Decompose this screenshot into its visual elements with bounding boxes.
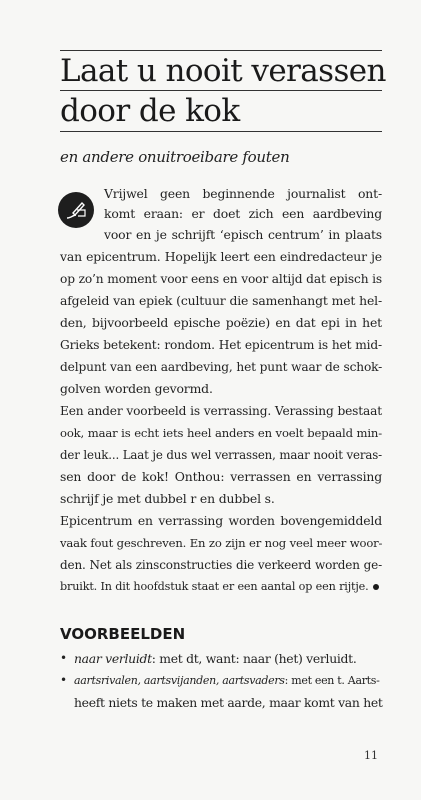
body-line: van epicentrum. Hopelijk leert een eindredacteur je (60, 249, 382, 264)
body-line-final-text: bruikt. In dit hoofdstuk staat er een aantal op een rijtje. (60, 580, 369, 593)
body-line: golven worden gevormd. (60, 381, 213, 396)
body-line: Grieks betekent: rondom. Het epicentrum is het mid- (60, 338, 382, 352)
body-line: op zo’n moment voor eens en voor altijd dat episch is (60, 272, 382, 286)
body-line-final (60, 578, 382, 596)
example-continuation: heeft niets te maken met aarde, maar komt van het (74, 695, 383, 710)
body-line: vaak fout geschreven. En zo zijn er nog veel meer woor- (60, 536, 383, 550)
example-term: aartsrivalen, aartsvijanden, aartsvaders (74, 674, 285, 687)
example-term: naar verluidt (74, 651, 152, 666)
title-top-rule (60, 50, 382, 51)
bullet-dot: • (60, 651, 68, 665)
chapter-title-line-2: door de kok (60, 93, 240, 129)
body-line: den. Net als zinsconstructies die verkeerd worden ge- (60, 558, 382, 572)
body-line: den, bijvoorbeeld epische poëzie) en dat epi in het (60, 315, 382, 330)
example-item (74, 672, 380, 690)
body-line: ook, maar is echt iets heel anders en voelt bepaald min- (60, 426, 382, 440)
page-number: 11 (364, 749, 378, 762)
body-line: schrijf je met dubbel r en dubbel s. (60, 491, 275, 506)
example-text: : met dt, want: naar (het) verluidt. (151, 651, 357, 666)
title-middle-rule (60, 90, 382, 91)
title-bottom-rule (60, 131, 382, 132)
body-line: Epicentrum en verrassing worden bovengemiddeld (60, 513, 382, 528)
body-line: delpunt van een aardbeving, het punt waar de schok- (60, 360, 383, 374)
body-line: voor en je schrijft ‘episch centrum’ in plaats (104, 227, 382, 242)
chapter-title-line-1: Laat u nooit verassen (60, 53, 386, 89)
pen-writing-icon (58, 192, 94, 228)
examples-heading: VOORBEELDEN (60, 625, 186, 643)
bullet-dot: • (60, 673, 68, 687)
body-line: der leuk... Laat je dus wel verrassen, maar nooit veras- (60, 448, 382, 462)
chapter-subtitle: en andere onuitroeibare fouten (60, 148, 290, 166)
pen-writing-icon-glyph (64, 198, 88, 222)
body-line: sen door de kok! Onthou: verrassen en verrassing (60, 469, 382, 484)
body-line: afgeleid van epiek (cultuur die samenhangt met hel- (60, 293, 382, 308)
end-mark-dot (373, 584, 379, 590)
example-text: : met een t. Aarts- (284, 674, 380, 687)
body-line: Een ander voorbeeld is verrassing. Verassing bestaat (60, 404, 382, 418)
body-line: Vrijwel geen beginnende journalist ont- (104, 186, 382, 201)
example-item (74, 650, 357, 668)
body-line: komt eraan: er doet zich een aardbeving (104, 206, 382, 221)
